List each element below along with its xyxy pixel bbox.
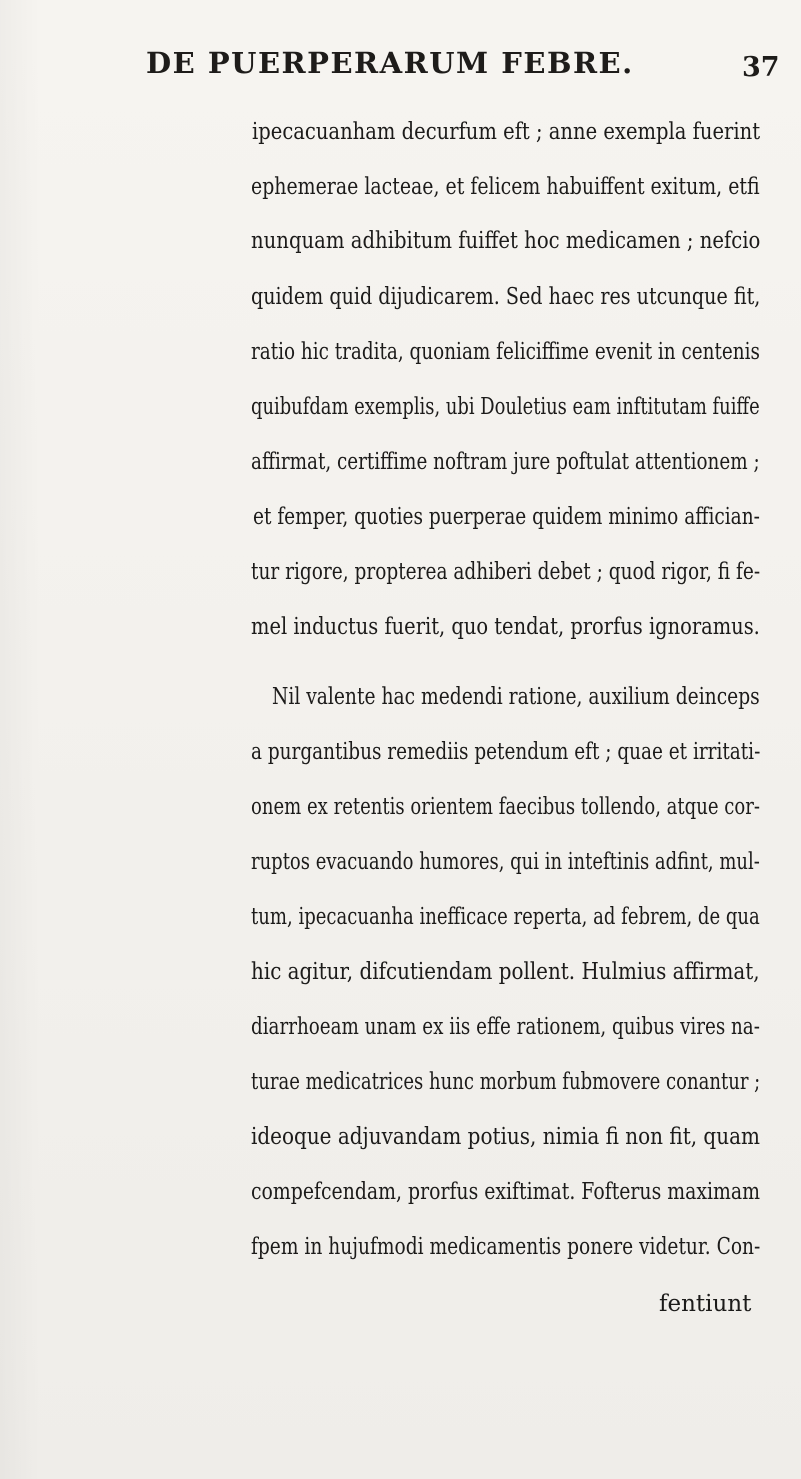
text-line: et femper, quoties puerperae quidem minimo affician- — [253, 504, 760, 530]
text-line: tur rigore, propterea adhiberi debet ; quod rigor, fi fe- — [251, 559, 761, 585]
text-line: a purgantibus remediis petendum eft ; quae et irritati- — [251, 739, 761, 765]
text-line: ideoque adjuvandam potius, nimia fi non fit, quam — [251, 1124, 760, 1150]
text-line: mel inductus fuerit, quo tendat, prorfus ignoramus. — [251, 614, 760, 640]
text-line: onem ex retentis orientem faecibus tollendo, atque cor- — [251, 794, 760, 820]
text-line: ephemerae lacteae, et felicem habuiffent exitum, etfi — [251, 174, 760, 200]
text-line: diarrhoeam unam ex iis effe rationem, quibus vires na- — [251, 1014, 760, 1040]
text-line: Nil valente hac medendi ratione, auxilium deinceps — [272, 684, 760, 710]
text-line: tum, ipecacuanha inefficace reperta, ad febrem, de qua — [251, 904, 760, 930]
text-line: ipecacuanham decurfum eft ; anne exempla fuerint — [252, 119, 761, 145]
text-line: turae medicatrices hunc morbum fubmovere conantur ; — [251, 1069, 761, 1095]
text-line: ratio hic tradita, quoniam feliciffime evenit in centenis — [251, 339, 760, 365]
running-title: DE PUERPERARUM FEBRE. — [146, 46, 634, 80]
text-line: compefcendam, prorfus exiftimat. Fofterus maximam — [251, 1179, 761, 1205]
text-line: quibufdam exemplis, ubi Douletius eam inftitutam fuiffe — [251, 394, 760, 420]
page-gutter-shadow — [0, 0, 40, 1479]
text-line: quidem quid dijudicarem. Sed haec res utcunque fit, — [251, 284, 761, 310]
text-line: nunquam adhibitum fuiffet hoc medicamen ; nefcio — [251, 228, 761, 254]
text-line: fpem in hujufmodi medicamentis ponere videtur. Con- — [251, 1234, 761, 1260]
text-line: affirmat, certiffime noftram jure poftulat attentionem ; — [251, 449, 760, 475]
text-line: hic agitur, difcutiendam pollent. Hulmius affirmat, — [251, 959, 760, 985]
page-number: 37 — [742, 52, 780, 83]
catchword: fentiunt — [659, 1291, 752, 1317]
text-line: ruptos evacuando humores, qui in inteftinis adfint, mul- — [251, 849, 760, 875]
